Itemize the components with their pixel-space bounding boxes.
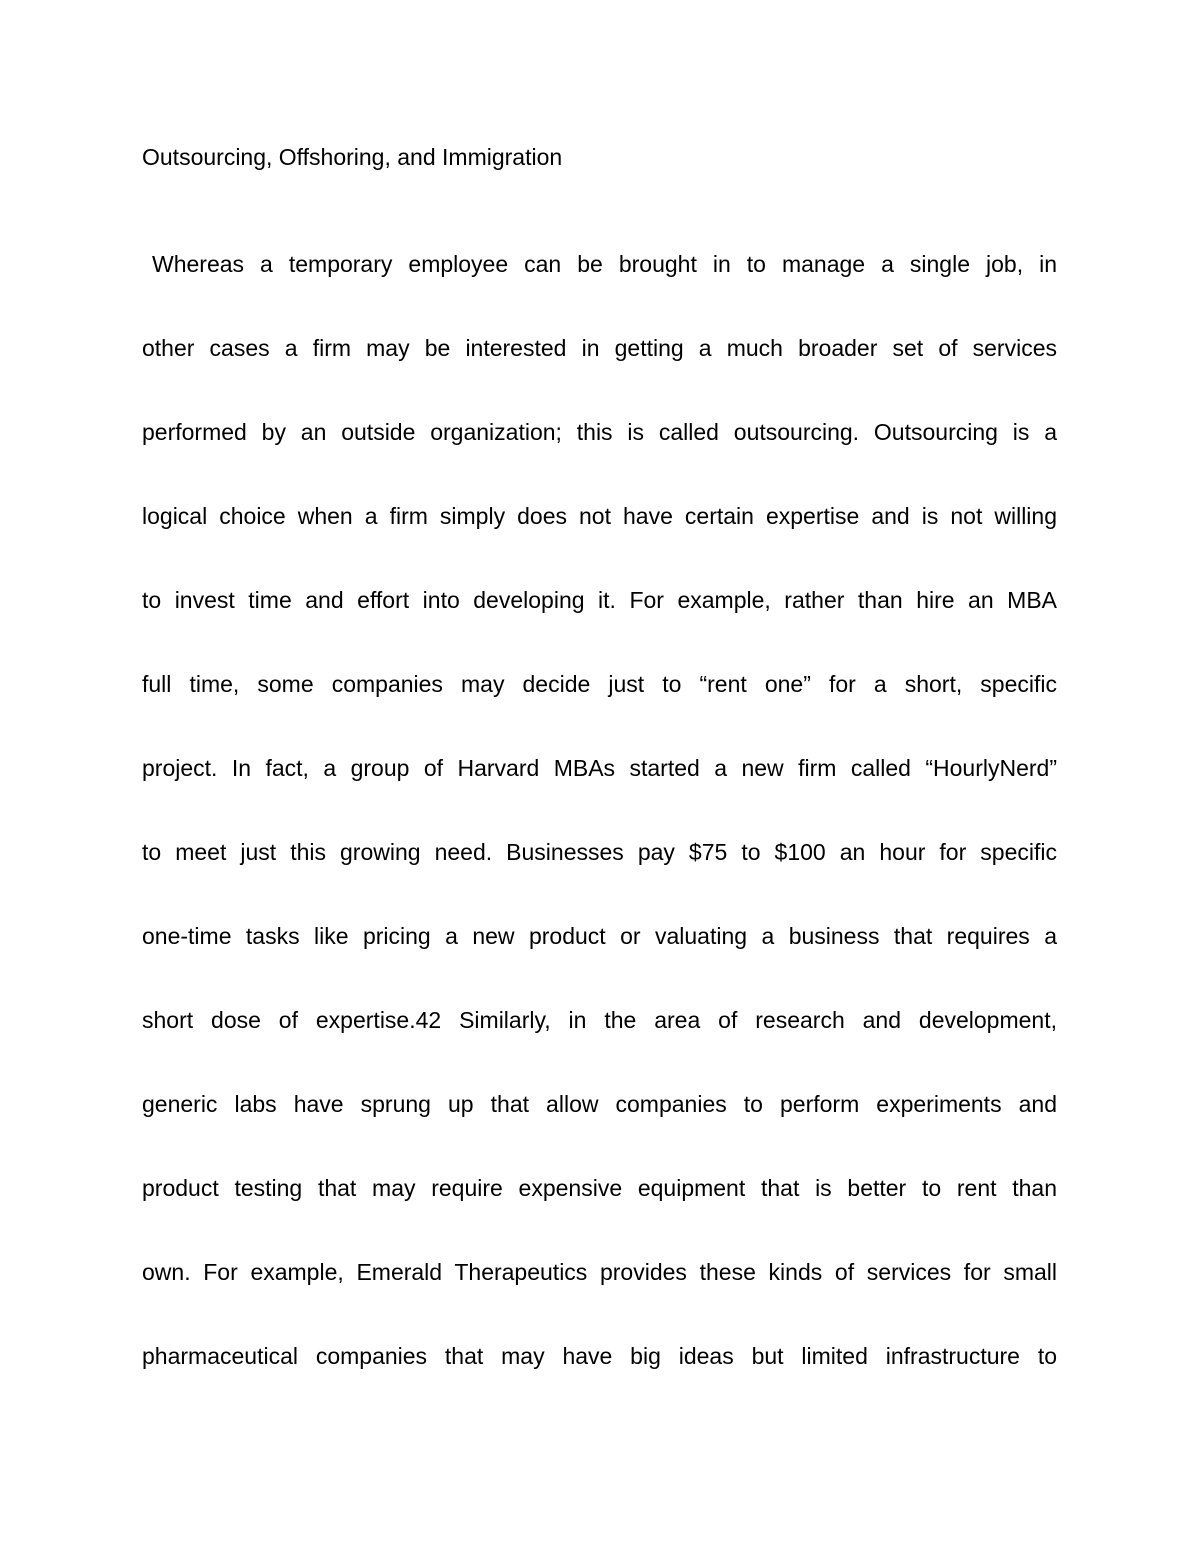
paragraph-line: generic labs have sprung up that allow companies to perform experiments and xyxy=(142,1091,1057,1117)
paragraph-line: own. For example, Emerald Therapeutics provides these kinds of services for small xyxy=(142,1259,1057,1285)
paragraph-line: project. In fact, a group of Harvard MBAs started a new firm called “HourlyNerd” xyxy=(142,755,1057,781)
paragraph-line: product testing that may require expensive equipment that is better to rent than xyxy=(142,1175,1057,1201)
paragraph-line: full time, some companies may decide just to “rent one” for a short, specific xyxy=(142,671,1057,697)
document-title: Outsourcing, Offshoring, and Immigration xyxy=(142,144,563,170)
paragraph-line: to meet just this growing need. Businesses pay $75 to $100 an hour for specific xyxy=(142,839,1057,865)
paragraph-line: short dose of expertise.42 Similarly, in the area of research and development, xyxy=(142,1007,1057,1033)
paragraph-line: Whereas a temporary employee can be brought in to manage a single job, in xyxy=(152,251,1057,277)
paragraph-line: pharmaceutical companies that may have big ideas but limited infrastructure to xyxy=(142,1343,1057,1369)
paragraph-line: logical choice when a firm simply does not have certain expertise and is not willing xyxy=(142,503,1057,529)
paragraph-line: performed by an outside organization; this is called outsourcing. Outsourcing is a xyxy=(142,419,1057,445)
paragraph-line: one-time tasks like pricing a new product or valuating a business that requires a xyxy=(142,923,1057,949)
paragraph-line: other cases a firm may be interested in getting a much broader set of services xyxy=(142,335,1057,361)
paragraph-line: to invest time and effort into developing it. For example, rather than hire an MBA xyxy=(142,587,1057,613)
